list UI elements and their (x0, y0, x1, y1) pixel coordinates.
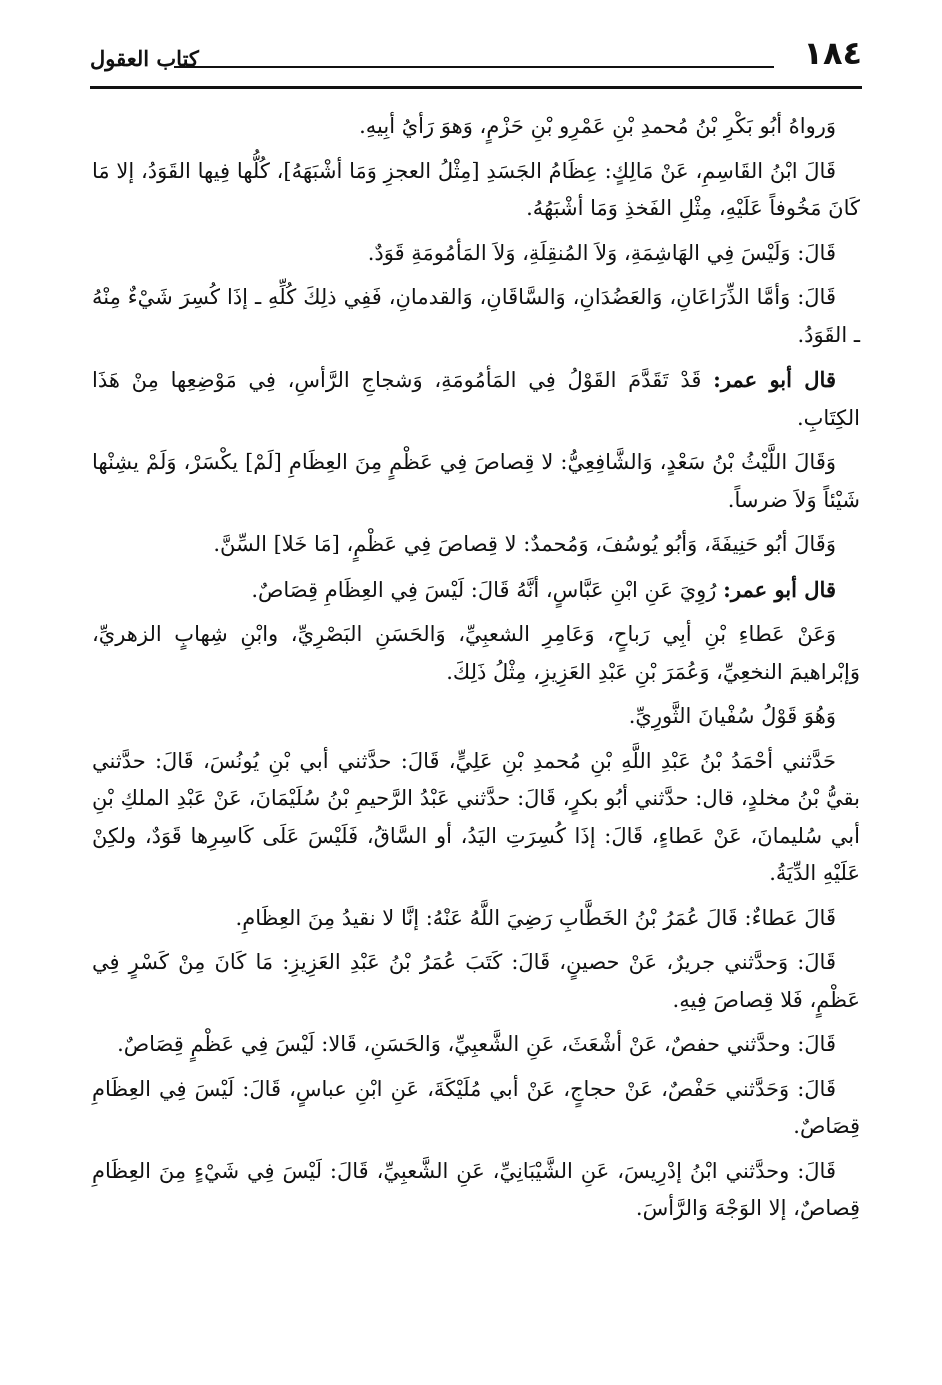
paragraph (92, 153, 860, 228)
paragraph-text: قَالَ ابْنُ القَاسِمِ، عَنْ مَالِكٍ: عِظَامُ الجَسَدِ [مِثْلُ العجزِ وَمَا أشْبَهَهُ]، كُلُّها فِيها القَوَدُ، إلا مَا كَانَ مَخُوفاً عَلَيْهِ، مِثْلِ الفَخذِ وَمَا أشْبَهُهُ. (92, 158, 860, 220)
paragraph (92, 1026, 860, 1064)
paragraph (92, 616, 860, 691)
header-rule (90, 86, 862, 89)
running-title: كتاب العقول (90, 46, 199, 71)
paragraph (92, 1071, 860, 1146)
paragraph (92, 361, 860, 437)
paragraph-text: قَالَ: وحدَّثني ابْنُ إدْرِيسَ، عَنِ الشَّيْبَانِيِّ، عَنِ الشَّعبِيِّ، قَالَ: لَيْسَ فِي شَيْءٍ مِنَ العِظَامِ قِصاصٌ، إلا الوَجْهَ وَالرَّأسَ. (92, 1158, 860, 1220)
paragraph (92, 279, 860, 354)
body-text (92, 108, 860, 1235)
header-dash (174, 66, 774, 68)
paragraph-text: قَالَ عَطاءٌ: قَالَ عُمَرُ بْنُ الخَطَّابِ رَضِيَ اللَّهُ عَنْهُ: إنَّا لا نقيدُ مِنَ العِظَامِ. (235, 905, 836, 930)
paragraph-text: قَالَ: وَلَيْسَ فِي الهَاشِمَةِ، وَلاَ المُنقِلَةِ، وَلاَ المَأمُومَةِ قَوَدٌ. (367, 240, 836, 265)
paragraph-text: قَالَ: وَحَدَّثني حَفْصٌ، عَنْ حجاجٍ، عَنْ أبي مُلَيْكَةَ، عَنِ ابْنِ عباسٍ، قَالَ: لَيْسَ فِي العِظَامِ قِصَاصٌ. (92, 1076, 860, 1138)
speaker-lead: قال أبو عمر: (723, 576, 836, 602)
paragraph-text: قَدْ تَقَدَّمَ القَوْلُ فِي المَأمُومَةِ، وَشجاجِ الرَّأسِ، فِي مَوْضِعِها مِنْ هَذَا الكِتَابِ. (92, 368, 860, 430)
paragraph (92, 235, 860, 273)
paragraph-text: قَالَ: وحدَّثني حفصٌ، عَنْ أشْعَثَ، عَنِ الشَّعبِيِّ، وَالحَسَنِ، قَالا: لَيْسَ فِي عَظْمٍ قِصَاصٌ. (117, 1032, 836, 1056)
paragraph (92, 743, 860, 893)
paragraph-text: وَرواهُ أبُو بَكْرِ بْنُ مُحمدِ بْنِ عَمْرِو بْنِ حَزْمٍ، وَهوَ رَأيُ أبِيهِ. (359, 114, 836, 138)
paragraph (92, 900, 860, 938)
paragraph-text: قَالَ: وَأمَّا الذِّرَاعَانِ، وَالعَضُدَانِ، وَالسَّاقَانِ، وَالقدمانِ، فَفِي ذلِكَ كُلِّهِ ـ إذَا كُسِرَ شَيْءٌ مِنْهُ ـ القَوَدُ. (92, 285, 860, 347)
paragraph (92, 944, 860, 1019)
page-number: ١٨٤ (803, 34, 862, 72)
paragraph (92, 698, 860, 736)
paragraph-text: وَعَنْ عَطاءِ بْنِ أبِي رَباحٍ، وَعَامِرِ الشعبِيِّ، وَالحَسَنِ البَصْرِيِّ، وابْنِ شِهابٍ الزهريِّ، وَإبْراهيمَ النخعِيِّ، وَعُمَرَ بْنِ عَبْدِ العَزِيزِ، مِثْلُ ذَلِكَ. (92, 622, 860, 684)
paragraph-text: وَقَالَ أبُو حَنِيفَةَ، وَأبُو يُوسُفَ، وَمُحمدٌ: لا قِصاصَ فِي عَظْمٍ، [مَا خَلا] السِّنَّ. (213, 532, 836, 556)
paragraph-text: وَقَالَ اللَّيْثُ بْنُ سَعْدٍ، وَالشَّافِعِيُّ: لا قِصاصَ فِي عَظْمٍ مِنَ العِظَامِ [لَمْ] يكْسَرْ، وَلَمْ يشِنْها شَيْئاً وَلاَ ضرساً. (92, 450, 860, 512)
speaker-lead: قال أبو عمر: (713, 367, 836, 392)
paragraph (92, 571, 860, 610)
paragraph-text: حَدَّثني أحْمَدُ بْنُ عَبْدِ اللَّهِ بْنِ مُحمدِ بْنِ عَلِيٍّ، قَالَ: حدَّثني أبي بْنِ يُونُسَ، قَالَ: حدَّثني بقيُّ بْنُ مخلدٍ، قال: حدَّثني أبُو بكرٍ، قَالَ: حدَّثني عَبْدُ الرَّحيمِ بْنُ سُلَيْمَانَ، عَنْ عَبْدِ الملكِ بْنِ أبي سُليمانَ، عَنْ عَطاءٍ، قَالَ: إذَا كُسِرَتِ اليَدُ، أو السَّاقُ، فَلَيْسَ عَلَى كَاسِرِها قَوَدٌ، ولكِنْ عَلَيْهِ الدِّيَةُ. (92, 748, 860, 885)
paragraph-text: وَهُوَ قَوْلُ سُفْيانَ الثَّورِيِّ. (628, 704, 836, 728)
paragraph (92, 526, 860, 564)
paragraph-text: قَالَ: وَحدَّثني جريرٌ، عَنْ حصينٍ، قَالَ: كَتَبَ عُمَرُ بْنُ عَبْدِ العَزِيزِ: مَا كَانَ مِنْ كَسْرٍ فِي عَظْمٍ، فَلا قِصاصَ فِيهِ. (92, 950, 860, 1012)
paragraph (92, 1153, 860, 1228)
paragraph-text: رُوِيَ عَنِ ابْنِ عَبَّاسٍ، أنَّهُ قَالَ: لَيْسَ فِي العِظَامِ قِصَاصٌ. (251, 577, 717, 602)
page-header (90, 28, 862, 88)
paragraph (92, 108, 860, 146)
paragraph (92, 444, 860, 519)
